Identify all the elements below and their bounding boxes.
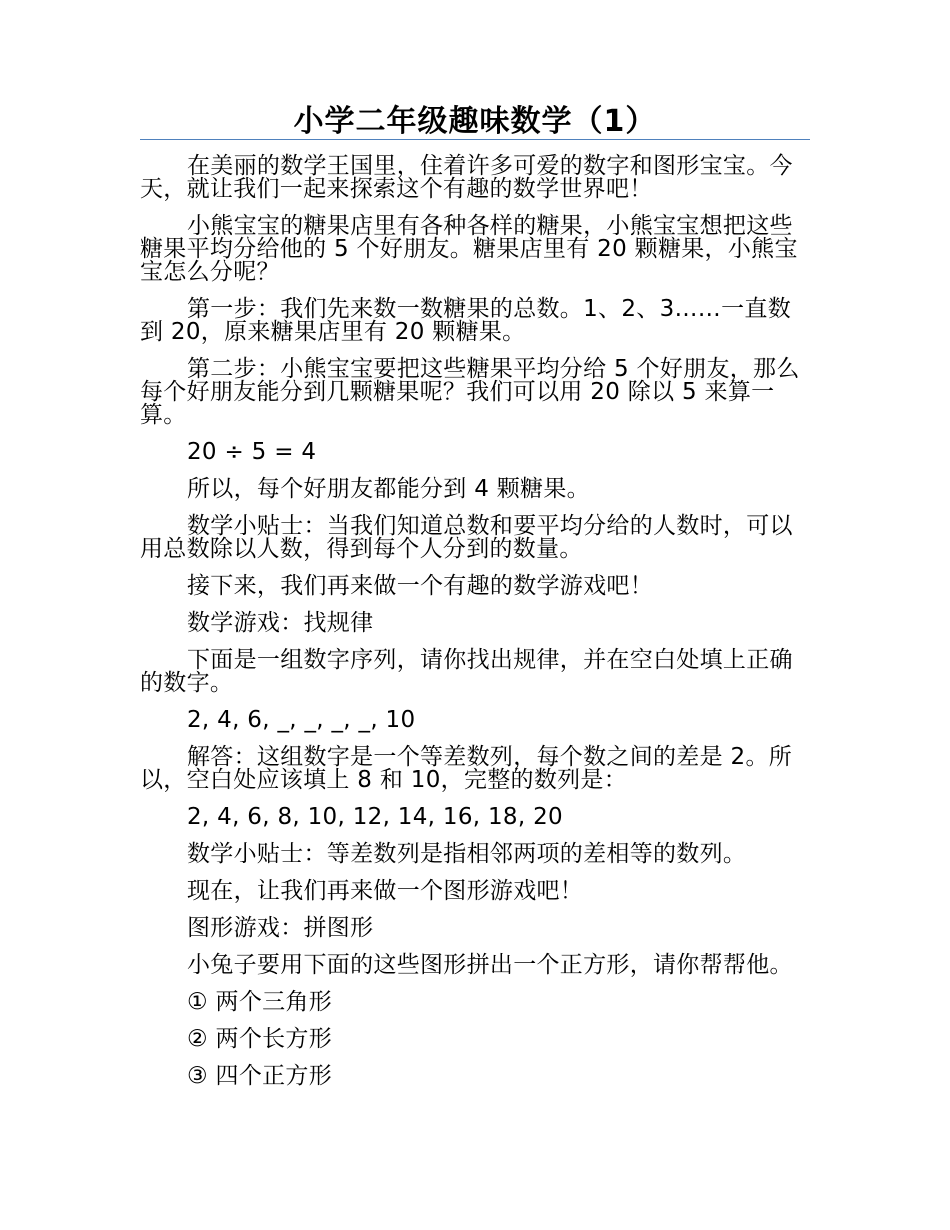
tip-arithmetic-sequence: 数学小贴士：等差数列是指相邻两项的差相等的数列。 — [187, 841, 747, 867]
paragraph-intro: 在美丽的数学王国里，住着许多可爱的数字和图形宝宝。今天，就让我们一起来探索这个有趣的数学世界吧！ — [140, 153, 793, 202]
paragraph-candy-story: 小熊宝宝的糖果店里有各种各样的糖果，小熊宝宝想把这些糖果平均分给他的 5 个好朋友。糖果店里有 20 颗糖果，小熊宝宝怎么分呢？ — [140, 213, 798, 285]
paragraph-answer: 解答：这组数字是一个等差数列，每个数之间的差是 2。所以，空白处应该填上 8 和 10，完整的数列是： — [140, 744, 793, 793]
sequence-complete: 2, 4, 6, 8, 10, 12, 14, 16, 18, 20 — [187, 804, 563, 830]
list-item-triangles: ① 两个三角形 — [187, 989, 333, 1015]
paragraph-step-one: 第一步：我们先来数一数糖果的总数。1、2、3……一直数到 20，原来糖果店里有 20 颗糖果。 — [140, 296, 791, 345]
list-item-squares: ③ 四个正方形 — [187, 1063, 333, 1089]
title-underline — [140, 139, 810, 140]
tip-division: 数学小贴士：当我们知道总数和要平均分给的人数时，可以用总数除以人数，得到每个人分到的数量。 — [140, 513, 793, 562]
heading-pattern-game: 数学游戏：找规律 — [187, 610, 374, 636]
sequence-question: 2, 4, 6, _, _, _, _, 10 — [187, 707, 416, 733]
paragraph-shape-intro: 现在，让我们再来做一个图形游戏吧！ — [187, 878, 584, 904]
list-item-rectangles: ② 两个长方形 — [187, 1026, 333, 1052]
paragraph-next-game: 接下来，我们再来做一个有趣的数学游戏吧！ — [187, 573, 653, 599]
heading-shape-game: 图形游戏：拼图形 — [187, 915, 374, 941]
paragraph-result: 所以，每个好朋友都能分到 4 颗糖果。 — [187, 476, 590, 502]
document-title: 小学二年级趣味数学（1） — [293, 104, 657, 139]
document-body — [140, 155, 810, 1102]
paragraph-step-two: 第二步：小熊宝宝要把这些糖果平均分给 5 个好朋友，那么每个好朋友能分到几颗糖果呢？我们可以用 20 除以 5 来算一算。 — [140, 356, 800, 428]
paragraph-shape-task: 小兔子要用下面的这些图形拼出一个正方形，请你帮帮他。 — [187, 952, 793, 978]
paragraph-pattern-task: 下面是一组数字序列，请你找出规律，并在空白处填上正确的数字。 — [140, 647, 793, 696]
equation-division: 20 ÷ 5 = 4 — [187, 439, 317, 465]
